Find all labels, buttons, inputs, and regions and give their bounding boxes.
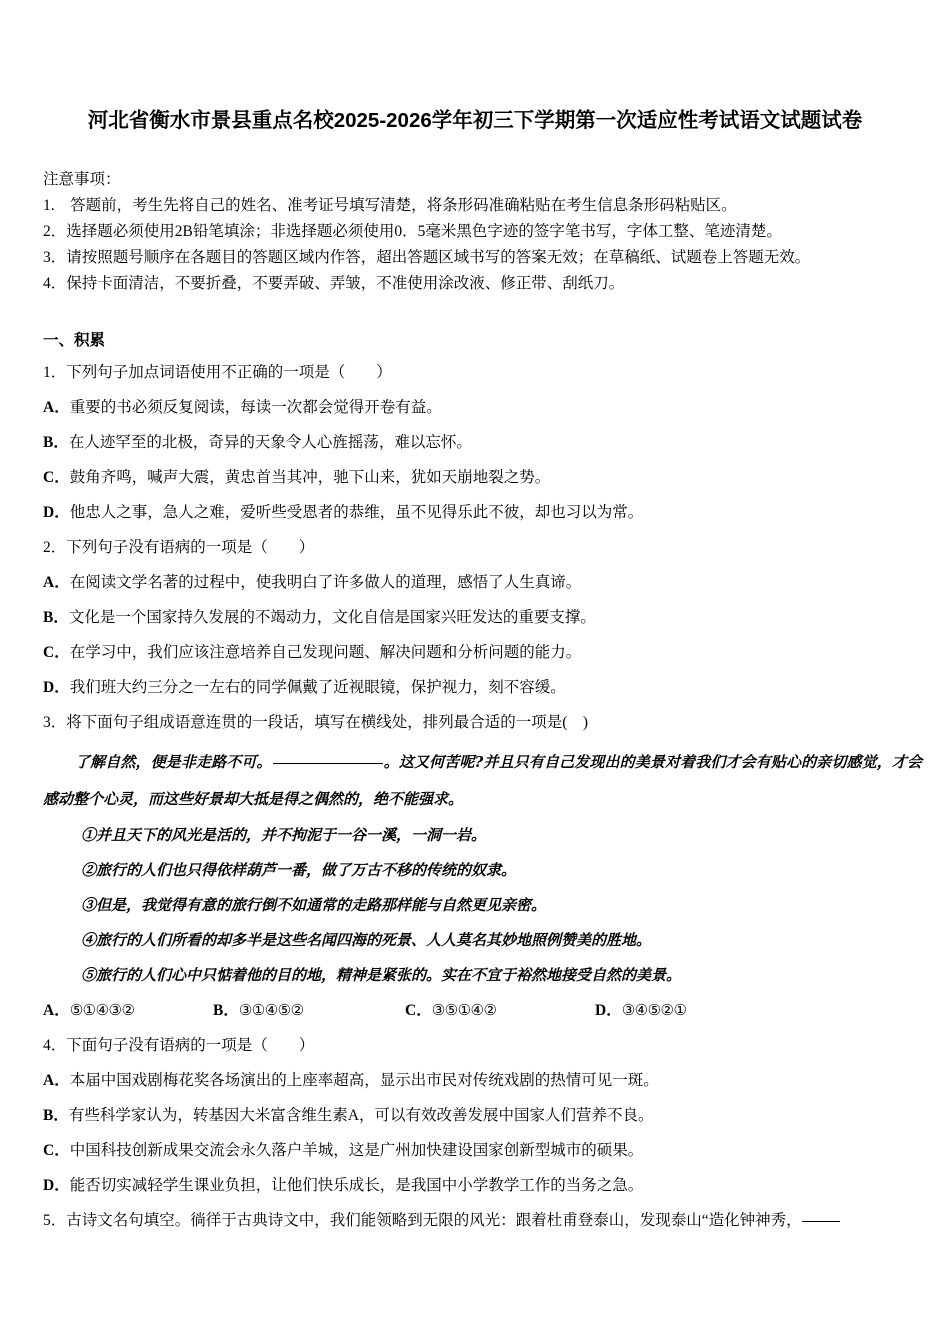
choice-letter: C． [405,1002,432,1019]
choice-letter: D． [595,1002,622,1019]
question-4-option-d[interactable] [43,1168,922,1203]
passage-part-2: 。这又何苦呢?并且只有自己发现出的美景对着我们才会有贴心的亲切感觉，才会感动整个心灵，而这些好景却大抵是得之偶然的，绝不能强求。 [43,753,922,808]
option-letter: D． [43,1177,70,1194]
question-3-item-3: ③但是，我觉得有意的旅行倒不如通常的走路那样能与自然更见亲密。 [81,896,547,914]
option-text: 在人迹罕至的北极，奇异的天象令人心旌摇荡，难以忘怀。 [68,434,472,451]
option-letter: A． [43,574,70,591]
question-1-option-b[interactable] [43,425,922,460]
exam-instructions-block [28,167,922,297]
question-3-item-4: ④旅行的人们所看的却多半是这些名闻四海的死景、人人莫名其妙地照例赞美的胜地。 [81,931,652,949]
option-letter: A． [43,1072,70,1089]
option-text: 在学习中，我们应该注意培养自己发现问题、解决问题和分析问题的能力。 [69,644,582,661]
question-4-option-a[interactable] [43,1063,922,1098]
page-title: 河北省衡水市景县重点名校2025-2026学年初三下学期第一次适应性考试语文试题试卷 [87,109,863,132]
question-4-stem [43,1028,922,1063]
option-text: 我们班大约三分之一左右的同学佩戴了近视眼镜，保护视力，刻不容缓。 [69,679,566,696]
question-4-option-b[interactable] [43,1098,922,1133]
option-letter: C． [43,1142,70,1159]
option-letter: B． [43,434,69,451]
option-letter: D． [43,504,70,521]
option-letter: D． [43,679,70,696]
question-3-number: 3． [43,714,67,731]
option-text: 重要的书必须反复阅读，每读一次都会觉得开卷有益。 [69,399,442,416]
question-3-choice-b[interactable] [213,993,405,1028]
option-text: 文化是一个国家持久发展的不竭动力，文化自信是国家兴旺发达的重要支撑。 [68,609,596,626]
question-1-option-d[interactable] [43,495,922,530]
question-1-text: 下列句子加点词语使用不正确的一项是（ ） [66,364,392,381]
question-2-option-d[interactable] [43,670,922,705]
questions-body [28,327,922,1238]
option-text: 本届中国戏剧梅花奖各场演出的上座率超高，显示出市民对传统戏剧的热情可见一斑。 [69,1072,659,1089]
question-2-text: 下列句子没有语病的一项是（ ） [66,539,315,556]
choice-letter: B． [213,1002,239,1019]
question-5-text: 古诗文名句填空。徜徉于古典诗文中，我们能领略到无限的风光：跟着杜甫登泰山，发现泰山“造化钟神秀， [66,1212,802,1229]
section-heading-accumulation: 一、积累 [43,332,106,349]
choice-text: ③①④⑤② [238,1001,304,1019]
option-text: 能否切实减轻学生课业负担，让他们快乐成长，是我国中小学教学工作的当务之急。 [69,1177,644,1194]
option-text: 在阅读文学名著的过程中，使我明白了许多做人的道理，感悟了人生真谛。 [69,574,582,591]
question-2-number: 2． [43,539,67,556]
option-text: 有些科学家认为，转基因大米富含维生素A，可以有效改善发展中国家人们营养不良。 [68,1107,654,1124]
question-4-number: 4． [43,1037,67,1054]
question-2-option-a[interactable] [43,565,922,600]
question-3-text: 将下面句子组成语意连贯的一段话，填写在横线处，排列最合适的一项是( ) [66,714,589,731]
question-1-option-a[interactable] [43,390,922,425]
question-3-item-2: ②旅行的人们也只得依样葫芦一番，做了万古不移的传统的奴隶。 [81,861,517,879]
question-2-option-c[interactable] [43,635,922,670]
option-text: 中国科技创新成果交流会永久落户羊城，这是广州加快建设国家创新型城市的硕果。 [69,1142,644,1159]
option-letter: C． [43,469,70,486]
question-3-choice-c[interactable] [405,993,595,1028]
choice-text: ③④⑤②① [621,1001,687,1019]
question-2-option-b[interactable] [43,600,922,635]
question-5-stem [43,1203,922,1238]
option-text: 鼓角齐鸣，喊声大震，黄忠首当其冲，驰下山来，犹如天崩地裂之势。 [69,469,551,486]
passage-part-1: 了解自然，便是非走路不可。 [75,753,272,771]
question-3-stem [43,705,922,740]
choice-text: ⑤①④③② [69,1001,135,1019]
question-1-number: 1． [43,364,67,381]
instruction-item-3: 3．请按照题号顺序在各题目的答题区域内作答，超出答题区域书写的答案无效；在草稿纸、试题卷上答题无效。 [43,249,811,266]
option-letter: C． [43,644,70,661]
option-letter: A． [43,399,70,416]
question-3-choices [43,993,922,1028]
question-4-option-c[interactable] [43,1133,922,1168]
option-text: 他忠人之事，急人之难，爱听些受恩者的恭维，虽不见得乐此不彼，却也习以为常。 [69,504,644,521]
question-3-item-1: ①并且天下的风光是活的，并不拘泥于一谷一溪，一洞一岩。 [81,826,487,844]
question-3-item-5: ⑤旅行的人们心中只惦着他的目的地，精神是紧张的。实在不宜于裕然地接受自然的美景。 [81,966,682,984]
question-3-choice-d[interactable] [595,993,686,1028]
fill-in-blank-rule-tail[interactable] [802,1221,840,1222]
question-4-text: 下面句子没有语病的一项是（ ） [66,1037,315,1054]
choice-text: ③⑤①④② [431,1001,497,1019]
question-3-choice-a[interactable] [43,993,213,1028]
question-1-option-c[interactable] [43,460,922,495]
question-1-stem [43,355,922,390]
option-letter: B． [43,609,69,626]
question-5-number: 5． [43,1212,67,1229]
instruction-item-2: 2．选择题必须使用2B铅笔填涂；非选择题必须使用0．5毫米黑色字迹的签字笔书写，字体工整、笔迹清楚。 [43,223,782,240]
choice-letter: A． [43,1002,70,1019]
instruction-item-1: 1. 答题前，考生先将自己的姓名、准考证号填写清楚，将条形码准确粘贴在考生信息条形码粘贴区。 [43,197,737,214]
instruction-item-4: 4．保持卡面清洁，不要折叠，不要弄破、弄皱，不准使用涂改液、修正带、刮纸刀。 [43,275,625,292]
fill-in-blank-rule[interactable] [273,763,383,764]
option-letter: B． [43,1107,69,1124]
instructions-heading: 注意事项： [43,171,121,188]
question-2-stem [43,530,922,565]
question-3-passage [43,744,922,818]
